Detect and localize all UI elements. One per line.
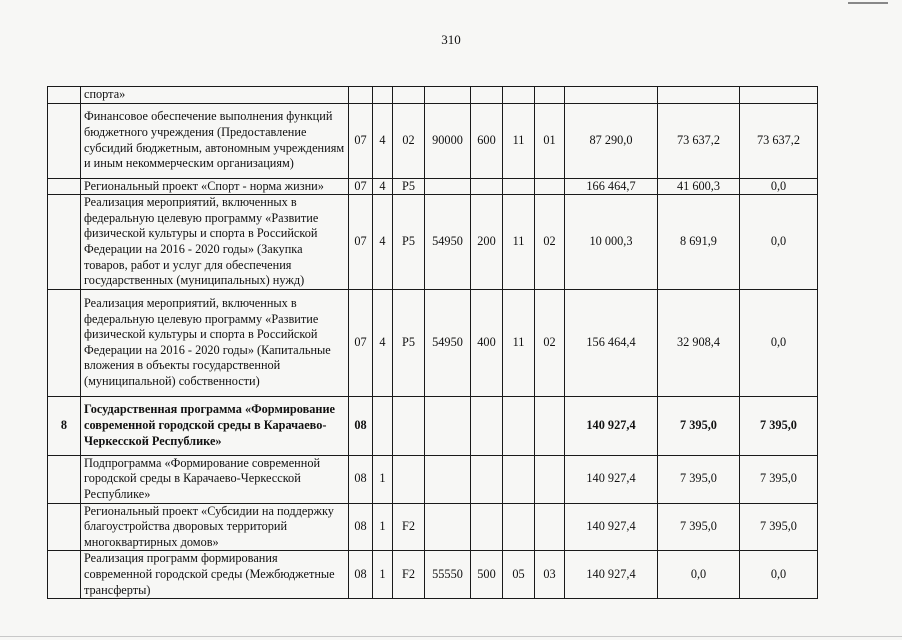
cell-c3: F2 [393, 551, 425, 599]
cell-c7: 02 [535, 195, 565, 290]
cell-c6 [503, 455, 535, 503]
cell-c2: 1 [373, 455, 393, 503]
cell-a1: 156 464,4 [565, 289, 658, 396]
cell-a3: 0,0 [740, 178, 818, 195]
table-row [48, 87, 818, 104]
cell-name: Государственная программа «Формирование современной городской среды в Карачаево-Черкесской Республике» [81, 396, 349, 455]
cell-num [48, 178, 81, 195]
cell-a3: 73 637,2 [740, 103, 818, 178]
cell-num: 8 [48, 396, 81, 455]
cell-c6 [503, 396, 535, 455]
cell-c6: 11 [503, 103, 535, 178]
cell-c2 [373, 396, 393, 455]
cell-a1: 166 464,7 [565, 178, 658, 195]
cell-c5: 500 [471, 551, 503, 599]
cell-c2: 4 [373, 103, 393, 178]
cell-c7 [535, 87, 565, 104]
cell-c4: 54950 [425, 289, 471, 396]
table-row [48, 289, 818, 396]
cell-c6: 11 [503, 289, 535, 396]
cell-c4 [425, 503, 471, 551]
cell-c5 [471, 455, 503, 503]
cell-a1 [565, 87, 658, 104]
cell-c6: 11 [503, 195, 535, 290]
cell-c3: P5 [393, 289, 425, 396]
cell-c1: 07 [349, 289, 373, 396]
cell-c7: 02 [535, 289, 565, 396]
cell-name: спорта» [81, 87, 349, 104]
cell-a1: 140 927,4 [565, 396, 658, 455]
cell-num [48, 87, 81, 104]
cell-name: Реализация программ формирования современной городской среды (Межбюджетные трансферты) [81, 551, 349, 599]
cell-c3: F2 [393, 503, 425, 551]
cell-c3: 02 [393, 103, 425, 178]
cell-c7 [535, 178, 565, 195]
cell-name: Финансовое обеспечение выполнения функций бюджетного учреждения (Предоставление субсидий бюджетным, автономным учреждениям и иным некоммерческим организациям) [81, 103, 349, 178]
cell-c1: 08 [349, 396, 373, 455]
table-row [48, 503, 818, 551]
cell-a3 [740, 87, 818, 104]
cell-a3: 0,0 [740, 551, 818, 599]
cell-c7 [535, 455, 565, 503]
cell-c2: 1 [373, 551, 393, 599]
cell-a2: 0,0 [658, 551, 740, 599]
cell-a3: 7 395,0 [740, 503, 818, 551]
cell-num [48, 503, 81, 551]
cell-c4 [425, 87, 471, 104]
cell-c4: 90000 [425, 103, 471, 178]
cell-name: Реализация мероприятий, включенных в федеральную целевую программу «Развитие физической культуры и спорта в Российской Федерации на 2016 - 2020 годы» (Капитальные вложения в объекты государственной (муниципальной) собственности) [81, 289, 349, 396]
cell-c5 [471, 503, 503, 551]
cell-a2: 7 395,0 [658, 455, 740, 503]
cell-c2: 4 [373, 178, 393, 195]
cell-c5 [471, 87, 503, 104]
cell-c3 [393, 396, 425, 455]
page-number: 310 [441, 32, 461, 47]
cell-c1: 08 [349, 455, 373, 503]
cell-c2 [373, 87, 393, 104]
cell-a2: 73 637,2 [658, 103, 740, 178]
cell-c2: 4 [373, 195, 393, 290]
cell-c1: 07 [349, 178, 373, 195]
table-row [48, 396, 818, 455]
cell-a1: 140 927,4 [565, 551, 658, 599]
cell-c4: 54950 [425, 195, 471, 290]
cell-a1: 140 927,4 [565, 503, 658, 551]
cell-c5 [471, 396, 503, 455]
cell-name: Региональный проект «Спорт - норма жизни» [81, 178, 349, 195]
cell-num [48, 103, 81, 178]
cell-c5 [471, 178, 503, 195]
cell-c1: 08 [349, 503, 373, 551]
cell-a3: 0,0 [740, 289, 818, 396]
table-body [48, 87, 818, 599]
table-row [48, 178, 818, 195]
table-row [48, 195, 818, 290]
cell-c5: 600 [471, 103, 503, 178]
cell-c6 [503, 178, 535, 195]
cell-c2: 4 [373, 289, 393, 396]
cell-c7 [535, 396, 565, 455]
cell-a2: 7 395,0 [658, 396, 740, 455]
cell-a1: 10 000,3 [565, 195, 658, 290]
cell-num [48, 289, 81, 396]
cell-name: Подпрограмма «Формирование современной городской среды в Карачаево-Черкесской Республике» [81, 455, 349, 503]
cell-c1: 08 [349, 551, 373, 599]
cell-a3: 7 395,0 [740, 455, 818, 503]
cell-c5: 200 [471, 195, 503, 290]
cell-name: Реализация мероприятий, включенных в федеральную целевую программу «Развитие физической культуры и спорта в Российской Федерации на 2016 - 2020 годы» (Закупка товаров, работ и услуг для обеспечения государственных (муниципальных) нужд) [81, 195, 349, 290]
cell-c7: 03 [535, 551, 565, 599]
cell-c1: 07 [349, 195, 373, 290]
cell-name: Региональный проект «Субсидии на поддержку благоустройства дворовых территорий многоквартирных домов» [81, 503, 349, 551]
cell-a3: 0,0 [740, 195, 818, 290]
cell-a1: 87 290,0 [565, 103, 658, 178]
scan-corner-mark [848, 2, 888, 4]
table-row [48, 103, 818, 178]
cell-a3: 7 395,0 [740, 396, 818, 455]
cell-c1: 07 [349, 103, 373, 178]
cell-a2: 41 600,3 [658, 178, 740, 195]
cell-c5: 400 [471, 289, 503, 396]
cell-a2: 7 395,0 [658, 503, 740, 551]
cell-c3: P5 [393, 195, 425, 290]
cell-c6 [503, 87, 535, 104]
cell-c3 [393, 87, 425, 104]
scan-bottom-edge [0, 636, 902, 637]
cell-c7 [535, 503, 565, 551]
cell-a2 [658, 87, 740, 104]
cell-a2: 32 908,4 [658, 289, 740, 396]
cell-num [48, 551, 81, 599]
budget-table [47, 86, 818, 599]
cell-c6: 05 [503, 551, 535, 599]
cell-a1: 140 927,4 [565, 455, 658, 503]
cell-c4: 55550 [425, 551, 471, 599]
cell-num [48, 455, 81, 503]
cell-c6 [503, 503, 535, 551]
cell-c2: 1 [373, 503, 393, 551]
cell-c4 [425, 178, 471, 195]
cell-c4 [425, 396, 471, 455]
cell-c7: 01 [535, 103, 565, 178]
cell-c3: P5 [393, 178, 425, 195]
table-row [48, 551, 818, 599]
cell-num [48, 195, 81, 290]
cell-c4 [425, 455, 471, 503]
cell-c1 [349, 87, 373, 104]
cell-a2: 8 691,9 [658, 195, 740, 290]
cell-c3 [393, 455, 425, 503]
table-row [48, 455, 818, 503]
